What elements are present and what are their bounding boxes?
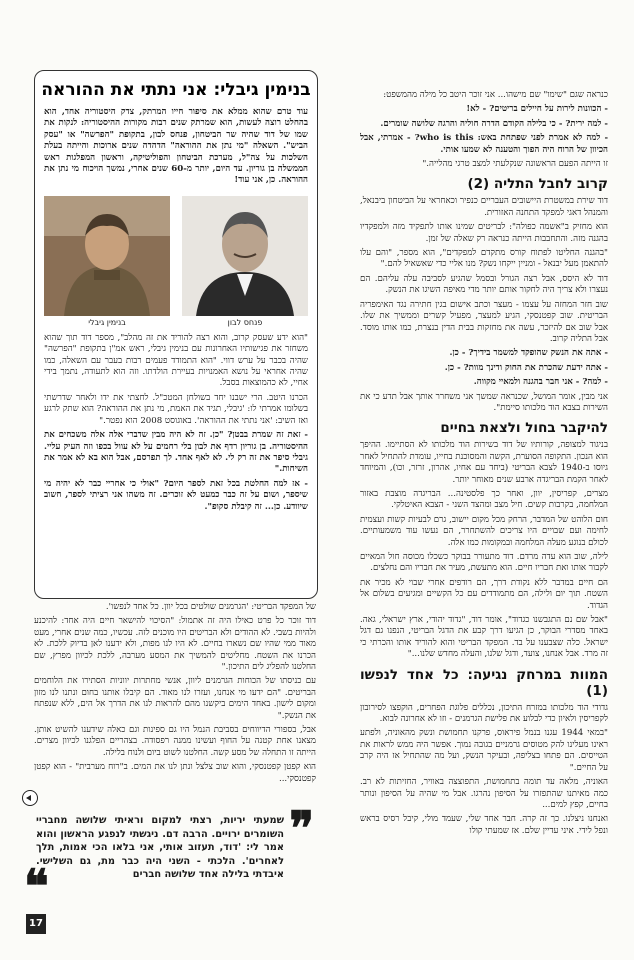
section-paragraph: אני מבין, אומר המושל, שכנראה שמשך אני משחרר אותך אבל תדע כי את השירות בצבא הוד מלכותו סיימת". [360, 391, 608, 413]
sidebar-title: בנימין גיבלי: אני נתתי את ההוראה [41, 80, 311, 100]
section-heading: קרוב לחבל התליה (2) [467, 176, 608, 193]
sidebar-paragraph: - זאת זה שמרת בבטן? "כן. זה לא היה מבין שדברי אלה אלה משכחים את ההיסטוריה. בן גוריון רדף את לבון בלי רחמים על לא עוול בכפו וזה העיק עליי. גיבלי סיפר את זה רק לי. לא לאף אחד. לך תפרסם, אבל הוא בא לא אמר את השיחות." [44, 430, 308, 475]
section-paragraph: האוניה, מלאה עד תומה בתחמושת, התפוצצה באוויר, החזיתות לא רב. כמה מאיתנו שהתפזרו על הסיפון נהרגו. אבל מי שהיה על הסיפון ונותר בחיים, קפץ למים... [360, 777, 608, 810]
section-paragraph: הם חיים במדבר ללא נקודת דרך, הם רודפים אחרי שבוי לא מכיר את השטח. תוך יום ולילה, הם מתמודדים עם כל הקשיים ומגיעים בשלום אל הגדוד. [360, 577, 608, 611]
photo-lavon [182, 196, 308, 327]
sidebar-box [34, 70, 318, 599]
sidebar-paragraph: הכרנו היטב. הרי ישבנו יחד בשולחן המטכ"ל. לחצתי את ידו ולאחר שדרשתי בשלומו אמרתי לו: 'גיבלי, תגיד את האמת, מי נתן את ההוראה? הוא שתק לרגע ואז השיב: 'אני נתתי את ההוראה'. באוגוסט 2008 הוא נפטר." [44, 392, 308, 426]
portrait-lavon-image [182, 196, 308, 316]
section-paragraph: של המפקד הבריטי: 'הגרמנים שולטים בכל יוון. כל אחד לנפשו'. [105, 602, 316, 612]
section-paragraph: עם כניסתו של הכוחות הגרמנים ליוון, אנשי מחתרות יווניות הסתירו את הלוחמים הבריטים. "הם ידעו מי אנחנו, ועזרו לנו מאוד. הם קיבלו אותנו בחום ונתנו לנו מזון ומקום לישון. באחד הימים ביקשנו מהם להראות לנו את הדרך אל הים, ללא שנפתח את הנשק." [34, 676, 316, 721]
close-quote-icon: ❝ [24, 859, 49, 913]
section-paragraph: "במאי 1944 עגנו בנמל פיראוס, פרקנו תחמושת ונשק מהאוניה, ולפתע ראינו מעלינו להק מטוסים גרמניים בגובה נמוך. אפשר היה ממש לראות את הטייסים. הם פתחו בצליפה, ובעיקר הנשק, ועל מה שהתחיל אז היה קרב על החיים." [360, 728, 608, 773]
section-heading: להיקבר בחול ולצאת בחיים [440, 420, 608, 437]
sidebar-paragraph: "הוא ידע שעסק קרוב, והוא רצה להוריד את זה מהלב", מספר דוד תוך שהוא משחזר את פגישותיו האחרונות עם בנימין גיבלי, ראש אמ"ן בתקופת "הפרשה" שהיה בכבר על ערש דווי. "הוא התמודד פעמים רבות בעבר עם השאלה, כמו שהיה אחראי על נושא האמנויות בעיירת הולדתו. וזה הוא לתעודה, נתמך בידי אחיי, לא כהמוצאות בסבל. [44, 332, 308, 389]
section-paragraph: ואנחנו ניצלנו. כך זה קרה. חבר אחד שלי, שעמד מולי, קיבל רסיס בראש ונפל לידי. איני עדיין שלם. אז שמעתי קולו [360, 814, 608, 836]
section-paragraph: "אבל שם נם התגבשנו כגדוד", אומר דוד, "גדוד יהודי, ארץ ישראלי, גאה. באחד מסדרי הבוקר, כן הגיעו דרך קבע את הדגל הבריטי, הנפנו גם דגל ישראל. כלה שצבענו על בד. המפקד הבריטי והוא להוריד אותו והכרתי כי זה מרד. אבל אנחנו, צועד, ודגל שלנו, והעלה מחדש שלנו..." [360, 615, 608, 660]
photo-caption: פנחס לבון [227, 317, 263, 327]
section-paragraph: חום הלוהט של המדבר, הרחק מכל מקום יישוב, גרם לבעיות קשות ועצמית לחימה ועם שבויים היו צריכים להשתחרר, הם נעשו עוד משמעותיים. לכולם בנוגע מעלה המלחמה ובמקומות כמו אלה. [360, 514, 608, 548]
section-paragraph: - אתה את הנשק שהופקד למשמר בידיך? - כן. [449, 348, 608, 359]
section-paragraph: שוב חזר המחזה על עצמו - מעצר וכתב אישום בגין חתירה נגד האימפריה הבריטית. שוב קפטנסקי, הגיע למעצר, מפעיל קשרים וממשיך את שלו. אבל שוב אם להיזכר, עשה את מחזקות בבית הדין בנצרת, כמו אותו מוסד. אבל התליה קרוב. [360, 299, 608, 344]
section-paragraph: מצרים, קפריסין, יוון, ואחר כך פלסטינה... הבריגדה מוצבת באזור המלחמה, בקרבות קשים. חיל מצב ומהצד השני - הצבא האיטלקי. [360, 488, 608, 511]
sidebar-intro [35, 107, 317, 190]
intro-paragraph: כנראה שגם "שימו" שם מישהו... אני זוכר היטב כל מילה מהמשפט: [383, 90, 608, 100]
section-paragraph: דוד שירת במשטרת היישובים העבריים כנפיר וכאחראי על הביטחון ביבנאל, והמנהל דאגי למפקד התחנה האזורית. [360, 196, 608, 218]
section-paragraph: - אתה ידעת שהכרת את החוק ודינך מוות? - כן. [444, 362, 608, 373]
article-column-left [34, 602, 316, 817]
intro-paragraph: - למה ירית? - כי בלילה הקודם הדרה חוליה והרגה שלושה שומרים. [380, 118, 608, 129]
section-paragraph: בניגוד למצופה, קורותיו של דוד בשירות הוד מלכותו לא הסתיימו. ההיפך הוא הנכון. התקופה הסוערת, הקשה והמסוכנת בחייו, עומדת להתחיל לאחר גיוסו ב-1940 לצבא הבריטי (ביחד עם אחיו, אהרון, זרזר, וכו), והמיוחד לאחר הקמת הבריגדה ארבע שנים מאוחר יותר. [360, 440, 608, 485]
section-paragraph: דוד לא היסס, אבל רצה הגורל ובסמל שהגיע לסביבה עלה עליהם. הם נעצרו ולא צריך היה לחקור אותם יותר מדי מאיפה השיגו את הנשק. [360, 273, 608, 296]
page-number: 17 [26, 914, 46, 934]
sidebar-paragraph: - אז למה החלטת בכל זאת לספר היום? "אולי כי אחריי כבר לא יהיה מי שיספר, ושום על זה כבר כמעט לא זוכרים. זה משהו אני רציתי לספר, חשוב שיוודע. כן... זה קיבלת סקופ". [44, 478, 308, 512]
section-paragraph: דוד זוכר כל פרט כאילו היה זה אתמול: "הסיכוי להישאר חיים היה אחד: להיכנע ולהיות בשבי. לא ההודים ולא הבריטים היו מוכנים לזה. עכשיו, כמה שנים אחרי, מעט מאוד ממי שהיו שם נשארו בחיים. לא היו לנו מפות, ולא ידענו לאן בדיוק ללכת. לא הכרנו את השטח. מחליטים להמשיך את המסע מערבה, ללכת לכיוון מפרץ, שם החלטנו להפליג לים התיכון." [34, 616, 316, 673]
intro-paragraph: - הכוונות לירות על חיילים בריטים? - לא! [466, 104, 608, 115]
intro-paragraph: - למה לא אמרת לפני שפתחת באש: who is this? - אמרתי, אבל הכיוון של הרוח היה הפוך והטענה לא שמעו אותי. [360, 133, 608, 155]
section-paragraph: - למה? - אני חבר בהגנה ולמאיי מקווה. [473, 377, 608, 388]
section-paragraph: גדודי הוד מלכותו במזרח התיכון, נכללים פלוגת הפחרים, הוקפצו לסירובון לקפריסין ולאיון כדי לבלוע את פלישת הגרמנים - וזו לא אחרונה לבוא. [360, 702, 608, 725]
photo-caption: בנימין גיבלי [88, 317, 126, 327]
section-paragraph: הוא קפטן קפטנסקי, והוא שוב צלצל ונתן לנו את המים. ב"רוח מערבית" - הוא קפטן קפטנסקי... [34, 762, 316, 784]
section-paragraph: "בהגנה החליטו לפתוח קורס מתקדם למפקדים", הוא מספר, "והם עלו להתאמן מעל יבנאל - ומניין ייקחו נשק? מנו אליי כדי שאשאיל להם." [360, 248, 608, 270]
article-column-right [360, 90, 608, 940]
photo-row [35, 190, 317, 327]
section-heading: המוות במרחק נגיעה: כל אחד לנפשו (1) [360, 666, 608, 699]
section-paragraph: לילה, שוב הוא עדה מרדם. דוד מתעורר בבוקר כשכלו מכוסה חול המאיים לקבור אותו ואת חבריו חיים. הוא מתעשת, מעיר את חבריו והם נחלצים. [360, 552, 608, 574]
section-paragraph: הוא מחזיק ב"אשמה כפולה": לבריטים שמינו אותו לתפקיד מזה ולמפקדיו בהגנה מזה. והתחבבות הייתה כנראה רק שאלה של זמן. [360, 222, 608, 244]
sidebar-body [35, 333, 317, 516]
photo-gibli [44, 196, 170, 327]
open-quote-icon: ❞ [289, 801, 314, 855]
intro-paragraph: זו הייתה הפעם הראשונה שנקלעתי למצב טרגי מהלייה." [422, 159, 608, 170]
continue-arrow-icon [22, 790, 38, 806]
portrait-gibli-image [44, 196, 170, 316]
sidebar-intro-text: עוד טרם שהוא ממלא את סיפור חייו המרתק, צדק היסטוריה אחד, הוא בהחלט רוצה לעשות, הוא שמרתק שנים רבות מקורות ההיסטוריה: לנקות את שמו של דוד שהיה שר הביטחון, פנחס לבון, בתקופת "הפרשה" או "עסק הביש". השאלה "מי נתן את ההוראה" הדהדה שנים ארוכות והייתה בעלת השלכות על צה"ל, מערכת הביטחון והפוליטיקה, וראשון המפלגות ראש הממשלה בן גוריון. עד היום, יותר מ-60 שנים אחרי, נמשך הויכוח מי נתן את ההוראה. כן, אני עוד! [44, 107, 308, 186]
section-paragraph: אבל, בספורי הדיווחים בסביבת הנמל היו גם ספינות וגם כאלה שידענו להשיט אותן. מצאנו אחת קטנה על החוף ועשינו ממנה רפסודה. בצהריים הפלגנו לכיוון מצרים. הייתה זו התחלה של מסע קשה. החלטנו לשוט ביום ולנוח בלילה. [34, 725, 316, 758]
pull-quote [24, 801, 314, 913]
pull-quote-text: שמעתי יריות, רצתי למקום וראיתי שלושה מחבריי השומרים ירויים. הרבה דם. ניגשתי לנפגע הראשון והוא אמר לי: 'דוד, תעזוב אותי, אני בלאו הכי אמות, תלך לאחרים'. הלכתי - השני היה כבר מת, גם השלישי. איבדתי בלילה אחד שלושה חברים [36, 815, 284, 880]
